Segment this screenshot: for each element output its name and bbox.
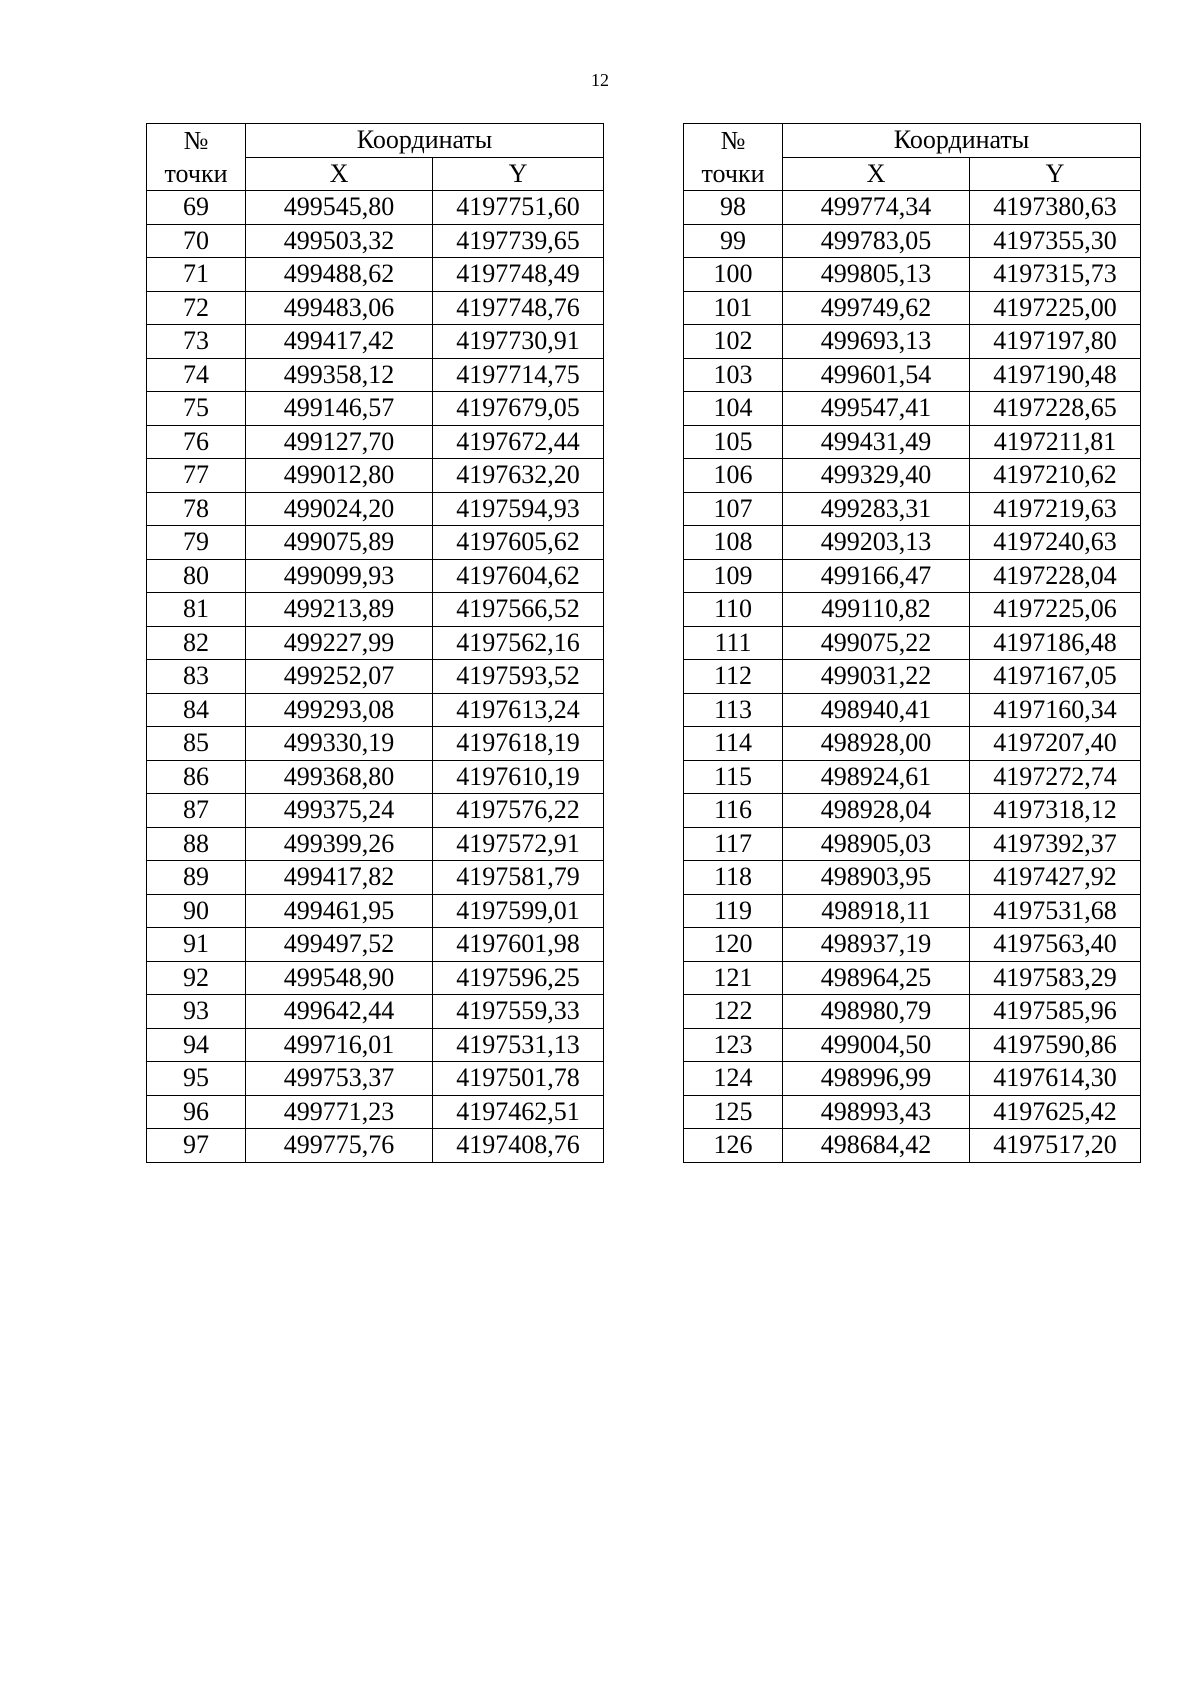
table-row (684, 358, 1141, 392)
x-coordinate-cell: 499031,22 (783, 660, 970, 694)
coordinates-table-left (146, 123, 604, 1163)
y-coordinate-cell: 4197160,34 (970, 693, 1141, 727)
table-row (147, 1062, 604, 1096)
x-coordinate-cell: 499024,20 (246, 492, 433, 526)
point-number-cell: 89 (147, 861, 246, 895)
x-coordinate-cell: 499749,62 (783, 291, 970, 325)
table-row (147, 526, 604, 560)
point-number-cell: 117 (684, 827, 783, 861)
point-number-cell: 69 (147, 191, 246, 225)
point-number-cell: 95 (147, 1062, 246, 1096)
page-number: 12 (591, 70, 609, 90)
y-coordinate-cell: 4197610,19 (433, 760, 604, 794)
point-number-cell: 98 (684, 191, 783, 225)
point-number-cell: 122 (684, 995, 783, 1029)
y-coordinate-cell: 4197225,00 (970, 291, 1141, 325)
y-coordinate-cell: 4197625,42 (970, 1095, 1141, 1129)
x-coordinate-cell: 499774,34 (783, 191, 970, 225)
y-coordinate-cell: 4197596,25 (433, 961, 604, 995)
x-coordinate-cell: 498964,25 (783, 961, 970, 995)
table-row (147, 693, 604, 727)
x-coordinate-cell: 499488,62 (246, 258, 433, 292)
x-coordinate-cell: 499693,13 (783, 325, 970, 359)
point-number-cell: 115 (684, 760, 783, 794)
point-number-cell: 94 (147, 1028, 246, 1062)
table-body (147, 191, 604, 1163)
point-number-cell: 112 (684, 660, 783, 694)
point-number-cell: 91 (147, 928, 246, 962)
table-row (684, 1062, 1141, 1096)
table-row (684, 224, 1141, 258)
point-number-cell: 101 (684, 291, 783, 325)
point-number-cell: 110 (684, 593, 783, 627)
table-row (147, 291, 604, 325)
point-number-header-label: точки (684, 157, 783, 191)
point-number-cell: 77 (147, 459, 246, 493)
coordinates-table-right (683, 123, 1141, 1163)
y-coordinate-cell: 4197679,05 (433, 392, 604, 426)
y-column-header: Y (433, 157, 604, 191)
table-row (147, 1095, 604, 1129)
table-row (684, 291, 1141, 325)
x-column-header: X (783, 157, 970, 191)
x-coordinate-cell: 499601,54 (783, 358, 970, 392)
table-row (147, 258, 604, 292)
point-number-cell: 104 (684, 392, 783, 426)
table-row (147, 559, 604, 593)
point-number-cell: 70 (147, 224, 246, 258)
point-number-cell: 82 (147, 626, 246, 660)
x-coordinate-cell: 499330,19 (246, 727, 433, 761)
y-coordinate-cell: 4197748,76 (433, 291, 604, 325)
y-coordinate-cell: 4197604,62 (433, 559, 604, 593)
x-coordinate-cell: 499099,93 (246, 559, 433, 593)
point-number-cell: 108 (684, 526, 783, 560)
point-number-cell: 76 (147, 425, 246, 459)
x-coordinate-cell: 498924,61 (783, 760, 970, 794)
x-coordinate-cell: 499329,40 (783, 459, 970, 493)
x-coordinate-cell: 499075,89 (246, 526, 433, 560)
y-coordinate-cell: 4197531,13 (433, 1028, 604, 1062)
point-number-cell: 72 (147, 291, 246, 325)
y-coordinate-cell: 4197210,62 (970, 459, 1141, 493)
y-coordinate-cell: 4197186,48 (970, 626, 1141, 660)
point-number-cell: 81 (147, 593, 246, 627)
point-number-cell: 125 (684, 1095, 783, 1129)
y-coordinate-cell: 4197613,24 (433, 693, 604, 727)
table-row (684, 325, 1141, 359)
point-number-cell: 75 (147, 392, 246, 426)
y-coordinate-cell: 4197563,40 (970, 928, 1141, 962)
table-row (684, 459, 1141, 493)
point-number-cell: 102 (684, 325, 783, 359)
x-coordinate-cell: 499642,44 (246, 995, 433, 1029)
table-row (684, 559, 1141, 593)
x-coordinate-cell: 499127,70 (246, 425, 433, 459)
table-header (684, 124, 1141, 191)
y-coordinate-cell: 4197392,37 (970, 827, 1141, 861)
x-coordinate-cell: 499399,26 (246, 827, 433, 861)
y-coordinate-cell: 4197590,86 (970, 1028, 1141, 1062)
y-coordinate-cell: 4197408,76 (433, 1129, 604, 1163)
table-row (684, 626, 1141, 660)
point-number-cell: 93 (147, 995, 246, 1029)
x-coordinate-cell: 499004,50 (783, 1028, 970, 1062)
point-number-header-symbol: № (147, 124, 246, 158)
table-row (684, 760, 1141, 794)
y-coordinate-cell: 4197583,29 (970, 961, 1141, 995)
y-coordinate-cell: 4197730,91 (433, 325, 604, 359)
point-number-cell: 118 (684, 861, 783, 895)
table-row (684, 191, 1141, 225)
y-coordinate-cell: 4197585,96 (970, 995, 1141, 1029)
point-number-cell: 84 (147, 693, 246, 727)
x-coordinate-cell: 498684,42 (783, 1129, 970, 1163)
y-coordinate-cell: 4197751,60 (433, 191, 604, 225)
table-row (147, 928, 604, 962)
table-row (147, 191, 604, 225)
x-coordinate-cell: 499227,99 (246, 626, 433, 660)
table-row (147, 1129, 604, 1163)
y-coordinate-cell: 4197599,01 (433, 894, 604, 928)
point-number-cell: 126 (684, 1129, 783, 1163)
point-number-cell: 106 (684, 459, 783, 493)
y-coordinate-cell: 4197632,20 (433, 459, 604, 493)
table-row (684, 861, 1141, 895)
point-number-header-label: точки (147, 157, 246, 191)
table-row (147, 325, 604, 359)
point-number-cell: 105 (684, 425, 783, 459)
point-number-cell: 121 (684, 961, 783, 995)
table-row (147, 995, 604, 1029)
x-coordinate-cell: 499368,80 (246, 760, 433, 794)
table-row (684, 995, 1141, 1029)
table-row (147, 358, 604, 392)
table-row (147, 492, 604, 526)
point-number-cell: 78 (147, 492, 246, 526)
x-coordinate-cell: 498928,04 (783, 794, 970, 828)
point-number-cell: 97 (147, 1129, 246, 1163)
x-coordinate-cell: 499771,23 (246, 1095, 433, 1129)
y-coordinate-cell: 4197225,06 (970, 593, 1141, 627)
table-row (147, 861, 604, 895)
y-coordinate-cell: 4197576,22 (433, 794, 604, 828)
x-coordinate-cell: 499110,82 (783, 593, 970, 627)
x-coordinate-cell: 499548,90 (246, 961, 433, 995)
x-coordinate-cell: 499753,37 (246, 1062, 433, 1096)
table-row (684, 258, 1141, 292)
x-coordinate-cell: 499075,22 (783, 626, 970, 660)
point-number-cell: 107 (684, 492, 783, 526)
table-row (147, 794, 604, 828)
point-number-cell: 124 (684, 1062, 783, 1096)
point-number-cell: 85 (147, 727, 246, 761)
point-number-cell: 120 (684, 928, 783, 962)
table-row (684, 660, 1141, 694)
y-coordinate-cell: 4197315,73 (970, 258, 1141, 292)
table-row (684, 1095, 1141, 1129)
table-row (147, 961, 604, 995)
coordinates-header: Координаты (783, 124, 1141, 158)
point-number-cell: 74 (147, 358, 246, 392)
table-row (147, 626, 604, 660)
point-number-cell: 96 (147, 1095, 246, 1129)
table-row (147, 727, 604, 761)
x-coordinate-cell: 499497,52 (246, 928, 433, 962)
x-coordinate-cell: 499805,13 (783, 258, 970, 292)
table-row (147, 224, 604, 258)
table-row (684, 1028, 1141, 1062)
x-coordinate-cell: 498980,79 (783, 995, 970, 1029)
table-row (684, 827, 1141, 861)
y-coordinate-cell: 4197207,40 (970, 727, 1141, 761)
table-body (684, 191, 1141, 1163)
point-number-cell: 113 (684, 693, 783, 727)
table-row (147, 459, 604, 493)
table-row (147, 1028, 604, 1062)
y-coordinate-cell: 4197228,65 (970, 392, 1141, 426)
table-row (684, 727, 1141, 761)
x-coordinate-cell: 499375,24 (246, 794, 433, 828)
y-coordinate-cell: 4197748,49 (433, 258, 604, 292)
x-coordinate-cell: 499775,76 (246, 1129, 433, 1163)
y-coordinate-cell: 4197228,04 (970, 559, 1141, 593)
table-row (147, 660, 604, 694)
x-coordinate-cell: 498903,95 (783, 861, 970, 895)
table-row (684, 392, 1141, 426)
x-coordinate-cell: 498937,19 (783, 928, 970, 962)
table-row (684, 928, 1141, 962)
y-coordinate-cell: 4197211,81 (970, 425, 1141, 459)
point-number-cell: 86 (147, 760, 246, 794)
point-number-cell: 111 (684, 626, 783, 660)
table-row (147, 894, 604, 928)
y-coordinate-cell: 4197167,05 (970, 660, 1141, 694)
x-coordinate-cell: 499203,13 (783, 526, 970, 560)
x-coordinate-cell: 499545,80 (246, 191, 433, 225)
x-coordinate-cell: 498996,99 (783, 1062, 970, 1096)
x-coordinate-cell: 499431,49 (783, 425, 970, 459)
table-header (147, 124, 604, 191)
point-number-cell: 79 (147, 526, 246, 560)
y-coordinate-cell: 4197427,92 (970, 861, 1141, 895)
table-row (147, 760, 604, 794)
x-coordinate-cell: 499166,47 (783, 559, 970, 593)
point-number-cell: 114 (684, 727, 783, 761)
point-number-header-symbol: № (684, 124, 783, 158)
y-coordinate-cell: 4197614,30 (970, 1062, 1141, 1096)
table-row (684, 794, 1141, 828)
x-coordinate-cell: 498905,03 (783, 827, 970, 861)
table-row (684, 1129, 1141, 1163)
x-coordinate-cell: 499547,41 (783, 392, 970, 426)
x-coordinate-cell: 499213,89 (246, 593, 433, 627)
y-coordinate-cell: 4197601,98 (433, 928, 604, 962)
x-coordinate-cell: 498993,43 (783, 1095, 970, 1129)
x-coordinate-cell: 499358,12 (246, 358, 433, 392)
table-row (684, 593, 1141, 627)
x-coordinate-cell: 499012,80 (246, 459, 433, 493)
y-coordinate-cell: 4197318,12 (970, 794, 1141, 828)
x-coordinate-cell: 499293,08 (246, 693, 433, 727)
y-coordinate-cell: 4197672,44 (433, 425, 604, 459)
x-column-header: X (246, 157, 433, 191)
table-row (147, 827, 604, 861)
x-coordinate-cell: 499283,31 (783, 492, 970, 526)
x-coordinate-cell: 499146,57 (246, 392, 433, 426)
y-coordinate-cell: 4197739,65 (433, 224, 604, 258)
point-number-cell: 103 (684, 358, 783, 392)
y-coordinate-cell: 4197562,16 (433, 626, 604, 660)
coordinates-header: Координаты (246, 124, 604, 158)
point-number-cell: 80 (147, 559, 246, 593)
x-coordinate-cell: 498928,00 (783, 727, 970, 761)
y-coordinate-cell: 4197559,33 (433, 995, 604, 1029)
y-coordinate-cell: 4197566,52 (433, 593, 604, 627)
point-number-cell: 87 (147, 794, 246, 828)
y-column-header: Y (970, 157, 1141, 191)
x-coordinate-cell: 499716,01 (246, 1028, 433, 1062)
y-coordinate-cell: 4197517,20 (970, 1129, 1141, 1163)
y-coordinate-cell: 4197618,19 (433, 727, 604, 761)
table-row (147, 392, 604, 426)
point-number-cell: 99 (684, 224, 783, 258)
x-coordinate-cell: 498918,11 (783, 894, 970, 928)
y-coordinate-cell: 4197240,63 (970, 526, 1141, 560)
point-number-cell: 119 (684, 894, 783, 928)
x-coordinate-cell: 499252,07 (246, 660, 433, 694)
y-coordinate-cell: 4197581,79 (433, 861, 604, 895)
x-coordinate-cell: 499417,42 (246, 325, 433, 359)
point-number-cell: 83 (147, 660, 246, 694)
table-row (684, 894, 1141, 928)
x-coordinate-cell: 499783,05 (783, 224, 970, 258)
point-number-cell: 73 (147, 325, 246, 359)
point-number-cell: 88 (147, 827, 246, 861)
table-row (147, 425, 604, 459)
y-coordinate-cell: 4197572,91 (433, 827, 604, 861)
y-coordinate-cell: 4197531,68 (970, 894, 1141, 928)
point-number-cell: 116 (684, 794, 783, 828)
y-coordinate-cell: 4197462,51 (433, 1095, 604, 1129)
point-number-cell: 123 (684, 1028, 783, 1062)
y-coordinate-cell: 4197380,63 (970, 191, 1141, 225)
point-number-cell: 109 (684, 559, 783, 593)
point-number-cell: 71 (147, 258, 246, 292)
table-row (684, 961, 1141, 995)
y-coordinate-cell: 4197197,80 (970, 325, 1141, 359)
y-coordinate-cell: 4197219,63 (970, 492, 1141, 526)
point-number-cell: 100 (684, 258, 783, 292)
x-coordinate-cell: 498940,41 (783, 693, 970, 727)
table-row (684, 526, 1141, 560)
table-row (684, 693, 1141, 727)
x-coordinate-cell: 499461,95 (246, 894, 433, 928)
y-coordinate-cell: 4197272,74 (970, 760, 1141, 794)
y-coordinate-cell: 4197594,93 (433, 492, 604, 526)
x-coordinate-cell: 499417,82 (246, 861, 433, 895)
y-coordinate-cell: 4197355,30 (970, 224, 1141, 258)
y-coordinate-cell: 4197714,75 (433, 358, 604, 392)
table-row (147, 593, 604, 627)
y-coordinate-cell: 4197593,52 (433, 660, 604, 694)
point-number-cell: 90 (147, 894, 246, 928)
y-coordinate-cell: 4197605,62 (433, 526, 604, 560)
x-coordinate-cell: 499483,06 (246, 291, 433, 325)
point-number-cell: 92 (147, 961, 246, 995)
table-row (684, 492, 1141, 526)
y-coordinate-cell: 4197501,78 (433, 1062, 604, 1096)
y-coordinate-cell: 4197190,48 (970, 358, 1141, 392)
table-row (684, 425, 1141, 459)
x-coordinate-cell: 499503,32 (246, 224, 433, 258)
